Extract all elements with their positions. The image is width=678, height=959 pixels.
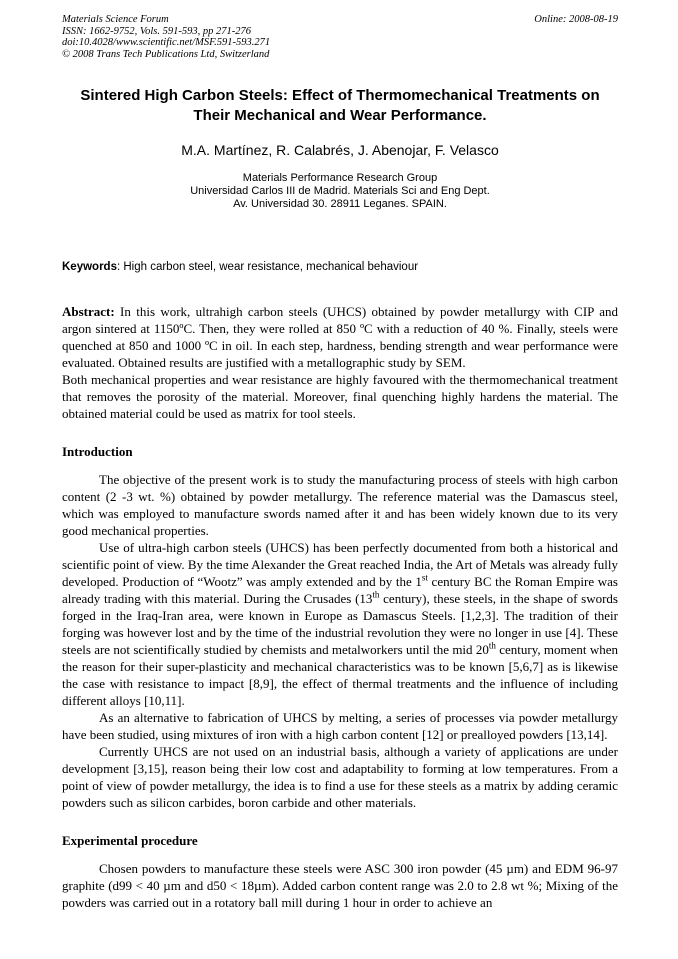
section-experimental-body xyxy=(62,860,618,911)
section-heading-experimental-procedure: Experimental procedure xyxy=(62,833,198,848)
affiliation-line-2: Universidad Carlos III de Madrid. Materials Sci and Eng Dept. xyxy=(190,185,490,197)
journal-info xyxy=(62,14,270,60)
section-introduction-body xyxy=(62,471,618,811)
affiliation-block xyxy=(62,172,618,211)
abstract-block xyxy=(62,303,618,422)
copyright-line: © 2008 Trans Tech Publications Ltd, Switzerland xyxy=(62,48,270,60)
doi-line: doi:10.4028/www.scientific.net/MSF.591-593.271 xyxy=(62,37,271,48)
keywords-label: Keywords xyxy=(62,261,117,273)
journal-header xyxy=(62,14,618,60)
paragraph: As an alternative to fabrication of UHCS by melting, a series of processes via powder metallurgy have been studied, using mixtures of iron with a high carbon content [12] or prealloyed powders [13,14]. xyxy=(62,710,618,742)
keywords-text: : High carbon steel, wear resistance, mechanical behaviour xyxy=(116,261,419,273)
paragraph: Use of ultra-high carbon steels (UHCS) has been perfectly documented from both a historical and scientific point of view. By the time Alexander the Great reached India, the Art of Metals was already fully developed. Production of “Wootz” was amply extended and by the 1st century BC the Roman Empire was already trading with this material. During the Crusades (13th century), these steels, in the shape of swords forged in the Iraq-Iran area, were known in Europe as Damascus Steels. [1,2,3]. The tradition of their forging was however lost and by the time of the industrial revolution they were no longer in use [4]. These steels are not scientifically studied by chemists and metalworkers until the mid 20th century, moment when the reason for their super-plasticity and mechanical characteristics was to be known [5,6,7] as is likewise the case with resistance to impact [8,9], the effect of thermal treatments and the influence of including different alloys [10,11]. xyxy=(62,540,619,708)
abstract-label: Abstract: xyxy=(62,304,115,319)
paper-title: Sintered High Carbon Steels: Effect of Thermomechanical Treatments on Their Mechanical and Wear Performance. xyxy=(80,87,600,124)
section-heading-introduction: Introduction xyxy=(62,444,133,459)
paragraph: Chosen powders to manufacture these steels were ASC 300 iron powder (45 µm) and EDM 96-97 graphite (d99 < 40 µm and d50 < 18µm). Added carbon content range was 2.0 to 2.8 wt %; Mixing of the powders was carried out in a rotatory ball mill during 1 hour in order to achieve an xyxy=(62,861,618,910)
paragraph: The objective of the present work is to study the manufacturing process of steels with high carbon content (2 -3 wt. %) obtained by powder metallurgy. The reference material was the Damascus steel, which was employed to manufacture swords named after it and has been widely known due to its very good mechanical properties. xyxy=(62,472,618,538)
issn-line: ISSN: 1662-9752, Vols. 591-593, pp 271-276 xyxy=(62,25,251,37)
paragraph: Currently UHCS are not used on an industrial basis, although a variety of applications are under development [3,15], reason being their low cost and adaptability to forming at low temperatures. From a point of view of powder metallurgy, the idea is to find a use for these steels as a matrix by adding ceramic powders such as silicon carbides, boron carbide and other materials. xyxy=(62,744,618,810)
abstract-paragraph-2: Both mechanical properties and wear resistance are highly favoured with the thermomechanical treatment that removes the porosity of the material. Moreover, final quenching highly hardens the material. The obtained material could be used as matrix for tool steels. xyxy=(62,372,618,421)
abstract-text-1: In this work, ultrahigh carbon steels (UHCS) obtained by powder metallurgy with CIP and argon sintered at 1150ºC. Then, they were rolled at 850 ºC with a reduction of 40 %. Finally, steels were quenched at 850 and 1000 ºC in oil. In each step, hardness, bending strength and wear performance were evaluated. Obtained results are justified with a metallographic study by SEM. xyxy=(62,304,618,370)
abstract-paragraph-1 xyxy=(62,303,618,371)
online-date: Online: 2008-08-19 xyxy=(534,14,618,25)
authors-line: M.A. Martínez, R. Calabrés, J. Abenojar, F. Velasco xyxy=(181,142,499,158)
affiliation-line-1: Materials Performance Research Group xyxy=(242,172,438,184)
journal-name: Materials Science Forum xyxy=(62,14,169,25)
affiliation-line-3: Av. Universidad 30. 28911 Leganes. SPAIN. xyxy=(233,198,447,210)
keywords-line xyxy=(62,260,618,274)
